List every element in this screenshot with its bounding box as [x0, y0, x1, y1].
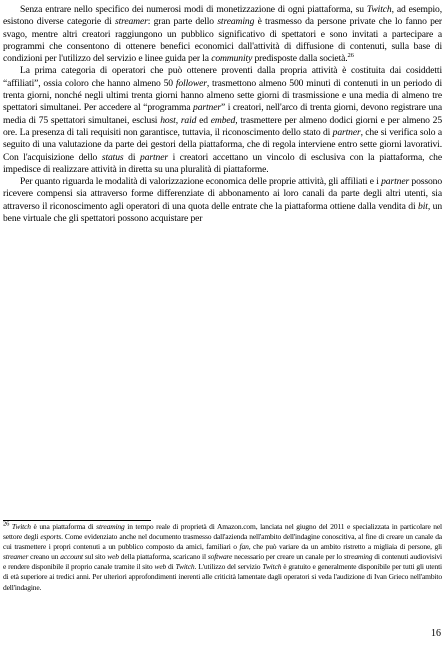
italic-term: streaming [217, 16, 255, 28]
text-run: in tempo reale di proprietà di Amazon.com, lanciata nel giugno del 2011 e specializzata in particolare nel settore degli [3, 522, 442, 542]
italic-term: streamer [3, 552, 29, 562]
text-run: ” i creatori, nell'arco di trenta giorni, devono registrare una media di 75 spettatori simultanei, esclusi [3, 102, 442, 126]
italic-term: web [107, 552, 119, 562]
italic-term: streamer [114, 16, 148, 28]
text-run: , [175, 114, 181, 126]
italic-term: raid [180, 114, 197, 126]
italic-term: software [207, 552, 233, 562]
italic-term: host [160, 114, 176, 126]
text-run: predisposte dalla società. [252, 53, 348, 65]
text-run: di [123, 151, 141, 163]
text-run: , che si verifica solo a seguito di una valutazione da parte dei gestori della piattaforma, che di regola interviene entro sette giorni lavorativi. Con l'acquisizione dello [3, 126, 442, 163]
italic-term: status [101, 151, 124, 163]
italic-term: embed [210, 114, 236, 126]
text-run: , trasmettere per almeno dodici giorni e per almeno 25 ore. La presenza di tali requisiti non garantisce, tuttavia, il riconoscimento dello stato di [3, 114, 443, 138]
text-run: della piattaforma, scaricano il [118, 552, 208, 562]
text-run: . L'utilizzo del servizio [194, 562, 263, 572]
italic-term: follower [175, 77, 207, 89]
footnote-separator [3, 520, 151, 521]
italic-term: bit [418, 200, 428, 212]
italic-term: streaming [343, 552, 373, 562]
text-run: , un bene virtuale che gli spettatori possono acquistare per [3, 200, 443, 225]
text-run: Per quanto riguarda le modalità di valorizzazione economica delle proprie attività, gli affiliati e i [20, 176, 382, 188]
text-run: è gratuito e generalmente disponibile per tutti gli utenti di età superiore ai tredici anni. Per ulteriori approfondimenti inerenti alle criticità lamentate dagli operatori si veda l'audizione di Ivan Grieco nell'ambito dell'indagine. [3, 562, 442, 592]
paragraph-3 [3, 176, 442, 225]
italic-term: web [154, 562, 167, 572]
paragraph-2 [3, 65, 442, 176]
text-run: , che può variare da un ambito ristretto a migliaia di persone, gli [248, 542, 443, 552]
text-run: : gran parte dello [147, 16, 218, 28]
italic-term: Twitch [262, 562, 282, 572]
text-run: , trasmettono almeno 500 minuti di contenuti in un periodo di trenta giorni, nonché negli ultimi trenta giorni hanno almeno sette giorni di trasmissione e una media di almeno tre spettatori simultanei. Per accedere al “programma [3, 77, 443, 114]
page-number: 16 [431, 628, 441, 639]
text-run: Senza entrare nello specifico dei numerosi modi di monetizzazione di ogni piattaforma, su [20, 4, 367, 15]
text-run: sul sito [83, 552, 108, 562]
italic-term: streaming [96, 522, 125, 531]
italic-term: partner [381, 176, 410, 188]
text-run: necessario per creare un canale per lo [232, 552, 344, 562]
footnote [3, 522, 442, 593]
text-run: ed [196, 114, 211, 126]
italic-term: Twitch [175, 562, 195, 572]
italic-term: partner [193, 102, 221, 114]
text-run: possono ricevere compensi sia attraverso forme differenziate di abbonamento ai loro canali da parte degli altri utenti, sia attraverso il riconoscimento agli operatori di una quota delle entrate che la piattaforma ottiene dalla vendita di [3, 176, 443, 212]
italic-term: partner [140, 151, 168, 163]
italic-term: esports [40, 532, 62, 542]
text-run: di [166, 562, 176, 572]
italic-term: Twitch [366, 4, 392, 15]
paragraph-1 [3, 4, 442, 65]
footnote-reference: 26 [347, 52, 354, 59]
text-run: è trasmesso da persone private che lo fanno per svago, mentre altri creatori raggiungono un pubblico significativo di spettatori e sono invitati a partecipare a programmi che consentono di ottenere benefici economici dall'attività di diffusione di contenuti, sulla base di condizioni per l'utilizzo del servizio e linee guida per la [3, 16, 442, 65]
italic-term: community [211, 53, 253, 65]
italic-term: account [60, 552, 83, 562]
italic-term: fan [239, 542, 249, 552]
text-run: . Come evidenziato anche nel documento trasmesso dall'azienda nell'ambito dell'indagine conoscitiva, al fine di creare un canale da cui trasmettere i propri contenuti a un pubblico composto da amici, familiari o [3, 532, 442, 552]
text-run: di contenuti audiovisivi e rendere disponibile il proprio canale tramite il sito [3, 552, 442, 572]
text-run: creano un [28, 552, 61, 562]
footnote-reference: 26 [3, 520, 10, 528]
text-run: è una piattaforma di [30, 522, 97, 531]
italic-term: Twitch [11, 522, 31, 531]
text-run: , ad esempio, esistono diverse categorie di [3, 4, 442, 28]
footnote-26 [3, 522, 442, 593]
italic-term: partner [332, 126, 361, 138]
text-run: La prima categoria di operatori che può ottenere proventi dalla propria attività è costituita dai cosiddetti “affiliati”, ossia coloro che hanno almeno 50 [3, 65, 442, 89]
body-text [3, 4, 442, 225]
text-run: i creatori accettano un vincolo di esclusiva con la piattaforma, che impedisce di realizzare attività in diretta su una pluralità di piattaforme. [3, 151, 442, 175]
